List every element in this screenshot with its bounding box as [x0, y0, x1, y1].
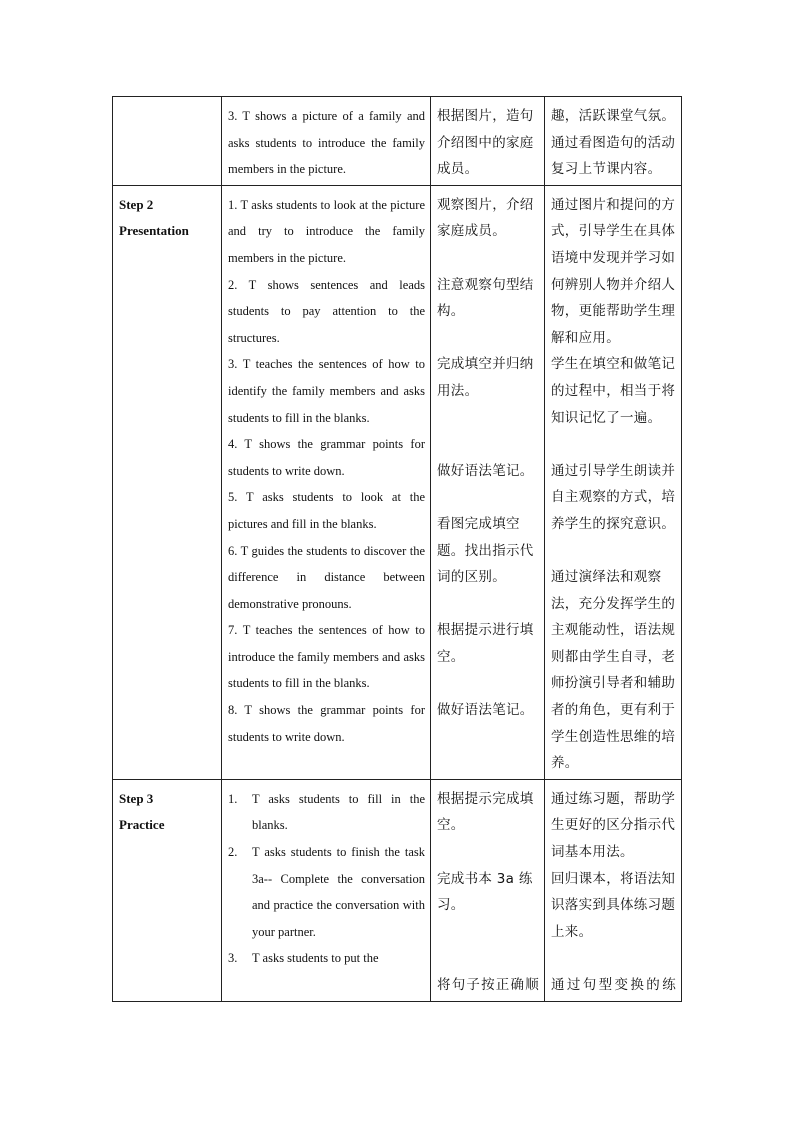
- activity-item: 4. T shows the grammar points for students to write down.: [228, 437, 425, 478]
- step-label: Step 2: [119, 196, 154, 212]
- student-activity-item: 做好语法笔记。: [437, 462, 534, 479]
- purpose-item: 通过引导学生朗读并自主观察的方式，培养学生的探究意识。: [551, 462, 676, 532]
- student-activity-item: 将句子按正确顺: [437, 977, 539, 993]
- purpose-item: 通过句型变换的练: [551, 977, 676, 993]
- activity-item: 8. T shows the grammar points for students to write down.: [228, 703, 425, 744]
- student-activity-item: 做好语法笔记。: [437, 702, 534, 719]
- item-text: T asks students to fill in the blanks.: [252, 791, 425, 833]
- table-row: [113, 185, 682, 779]
- student-activity-item: 根据提示完成填空。: [437, 790, 534, 834]
- activity-item: 2. T shows sentences and leads students to pay attention to the structures.: [228, 277, 425, 345]
- student-activity-cell: [431, 779, 545, 1001]
- purpose-cell: [545, 97, 682, 186]
- purpose-item: 通过练习题，帮助学生更好的区分指示代词基本用法。: [551, 790, 676, 861]
- purpose-cell: [545, 779, 682, 1001]
- student-activity-item: 看图完成填空题。找出指示代词的区别。: [437, 515, 534, 586]
- step-label: Step 3: [119, 790, 154, 806]
- student-activity-item: 根据提示进行填空。: [437, 622, 534, 665]
- lesson-plan-table: [112, 96, 682, 1002]
- activity-item: [228, 786, 425, 839]
- student-activity-cell: [431, 97, 545, 186]
- activity-item: 6. T guides the students to discover the difference in distance between demonstrative pronouns.: [228, 543, 425, 611]
- activity-item: 7. T teaches the sentences of how to introduce the family members and asks students to fill in the blanks.: [228, 623, 425, 691]
- table-row: [113, 97, 682, 186]
- activity-item: 1. T asks students to look at the picture and try to introduce the family members in the picture.: [228, 197, 425, 265]
- student-activity-item: 完成填空并归纳用法。: [437, 356, 534, 399]
- item-number: 2.: [228, 845, 238, 860]
- purpose-item: 回归课本，将语法知识落实到具体练习题上来。: [551, 870, 676, 940]
- activity-item: [228, 839, 425, 945]
- item-text: T asks students to put the: [252, 951, 379, 966]
- purpose-cell: [545, 185, 682, 779]
- table-row: [113, 779, 682, 1001]
- student-activity-item: 观察图片，介绍家庭成员。: [437, 196, 534, 240]
- purpose-item: 通过图片和提问的方式，引导学生在具体语境中发现并学习如何辨别人物并介绍人物，更能帮助学生理解和应用。: [551, 196, 676, 346]
- activity-item: 5. T asks students to look at the pictures and fill in the blanks.: [228, 490, 425, 531]
- step-name: Practice: [119, 817, 165, 833]
- purpose-item: 学生在填空和做笔记的过程中，相当于将知识记忆了一遍。: [551, 356, 676, 426]
- item-text: T asks students to finish the task 3a-- Complete the conversation and practice the conversation with your partner.: [252, 845, 425, 939]
- item-number: 3.: [228, 951, 238, 966]
- step-cell: [113, 779, 222, 1001]
- purpose-text: 趣，活跃课堂气氛。通过看图造句的活动复习上节课内容。: [551, 108, 676, 178]
- student-activity-item: 完成书本 3a 练习。: [437, 870, 533, 914]
- activity-item: 3. T teaches the sentences of how to identify the family members and asks students to fill in the blanks.: [228, 357, 425, 425]
- item-number: 1.: [228, 791, 238, 806]
- purpose-item: 通过演绎法和观察法，充分发挥学生的主观能动性，语法规则都由学生自寻，老师扮演引导者和辅助者的角色，更有利于学生创造性思维的培养。: [551, 569, 676, 772]
- teacher-activity-cell: [222, 97, 431, 186]
- teacher-activity-cell: [222, 185, 431, 779]
- step-cell: [113, 97, 222, 186]
- step-name: Presentation: [119, 223, 189, 239]
- activity-item: [228, 945, 425, 972]
- student-activity-item: 注意观察句型结构。: [437, 276, 534, 320]
- activity-text: 3. T shows a picture of a family and asks students to introduce the family members in the picture.: [228, 109, 425, 177]
- student-activity-text: 根据图片，造句介绍图中的家庭成员。: [437, 108, 534, 178]
- step-cell: [113, 185, 222, 779]
- teacher-activity-cell: [222, 779, 431, 1001]
- student-activity-cell: [431, 185, 545, 779]
